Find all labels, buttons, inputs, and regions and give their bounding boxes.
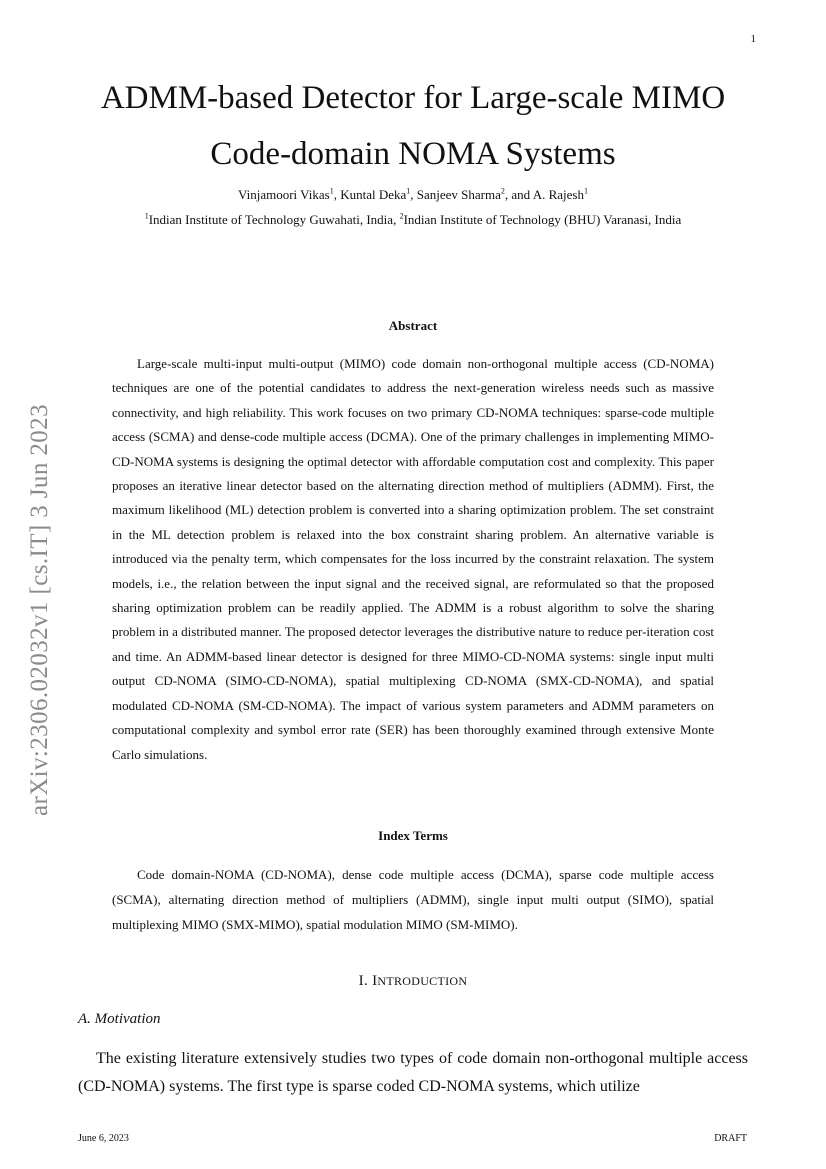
author-name: A. Rajesh [532, 187, 584, 202]
author-separator: , [333, 187, 341, 202]
paper-title [80, 70, 746, 182]
footer-date: June 6, 2023 [78, 1133, 129, 1144]
title-line-2: Code-domain NOMA Systems [210, 136, 616, 172]
subsection-heading-motivation: A. Motivation [78, 1011, 161, 1027]
index-terms-heading: Index Terms [378, 828, 448, 843]
author-affiliation-mark: 1 [406, 186, 411, 196]
affiliation-text: Indian Institute of Technology Guwahati, India, [148, 212, 400, 227]
author-name: Kuntal Deka [340, 187, 407, 202]
author-name: Vinjamoori Vikas [238, 187, 330, 202]
footer-draft-label: DRAFT [714, 1133, 747, 1144]
author-list [80, 187, 746, 203]
section-heading-introduction [80, 973, 746, 990]
abstract-heading: Abstract [388, 318, 438, 333]
affiliation-mark: 1 [144, 211, 149, 221]
section-title-initial: I [372, 973, 378, 989]
arxiv-stamp-text: arXiv:2306.02032v1 [cs.IT] 3 Jun 2023 [26, 404, 53, 816]
arxiv-stamp [22, 360, 62, 820]
affiliation-mark: 2 [399, 211, 404, 221]
author-name: Sanjeev Sharma [416, 187, 501, 202]
affiliation-text: Indian Institute of Technology (BHU) Varanasi, India [403, 212, 682, 227]
affiliation-list [80, 212, 746, 228]
abstract-text: Large-scale multi-input multi-output (MIMO) code domain non-orthogonal multiple access (CD-NOMA) techniques are one of the potential candidates to address the next-generation wireless needs such as massive connectivity, and high reliability. This work focuses on two primary CD-NOMA techniques: sparse-code multiple access (SCMA) and dense-code multiple access (DCMA). One of the primary challenges in implementing MIMO-CD-NOMA systems is designing the optimal detector with affordable computation cost and complexity. This paper proposes an iterative linear detector based on the alternating direction method of multipliers (ADMM). First, the maximum likelihood (ML) detection problem is converted into a sharing optimization problem. The set constraint in the ML detection problem is relaxed into the box constraint sharing problem. An alternative variable is introduced via the penalty term, which compensates for the loss incurred by the constraint relaxation. The system models, i.e., the relation between the input signal and the received signal, are reformulated so that the proposed sharing optimization problem can be readily applied. The ADMM is a robust algorithm to solve the sharing problem in a distributed manner. The proposed detector leverages the distributive nature to reduce per-iteration cost and time. An ADMM-based linear detector is designed for three MIMO-CD-NOMA systems: single input multi output CD-NOMA (SIMO-CD-NOMA), spatial multiplexing CD-NOMA (SMX-CD-NOMA), and spatial modulated CD-NOMA (SM-CD-NOMA). The impact of various system parameters and ADMM parameters on computational complexity and symbol error rate (SER) has been thoroughly examined through extensive Monte Carlo simulations. [112, 356, 714, 762]
author-affiliation-mark: 2 [500, 186, 505, 196]
section-numeral: I. [358, 973, 373, 989]
author-separator: , [410, 187, 417, 202]
author-affiliation-mark: 1 [329, 186, 334, 196]
author-separator: , and [504, 187, 533, 202]
index-terms-text: Code domain-NOMA (CD-NOMA), dense code multiple access (DCMA), sparse code multiple access (SCMA), alternating direction method of multipliers (ADMM), single input multi output (SIMO), spatial multiplexing MIMO (SMX-MIMO), spatial modulation MIMO (SM-MIMO). [112, 867, 714, 932]
page-number: 1 [750, 33, 756, 45]
section-title-rest: NTRODUCTION [377, 974, 468, 988]
author-affiliation-mark: 1 [584, 186, 588, 196]
introduction-text: The existing literature extensively studies two types of code domain non-orthogonal multiple access (CD-NOMA) systems. The first type is sparse coded CD-NOMA systems, which utilize [78, 1050, 748, 1095]
title-line-1: ADMM-based Detector for Large-scale MIMO [100, 80, 726, 116]
